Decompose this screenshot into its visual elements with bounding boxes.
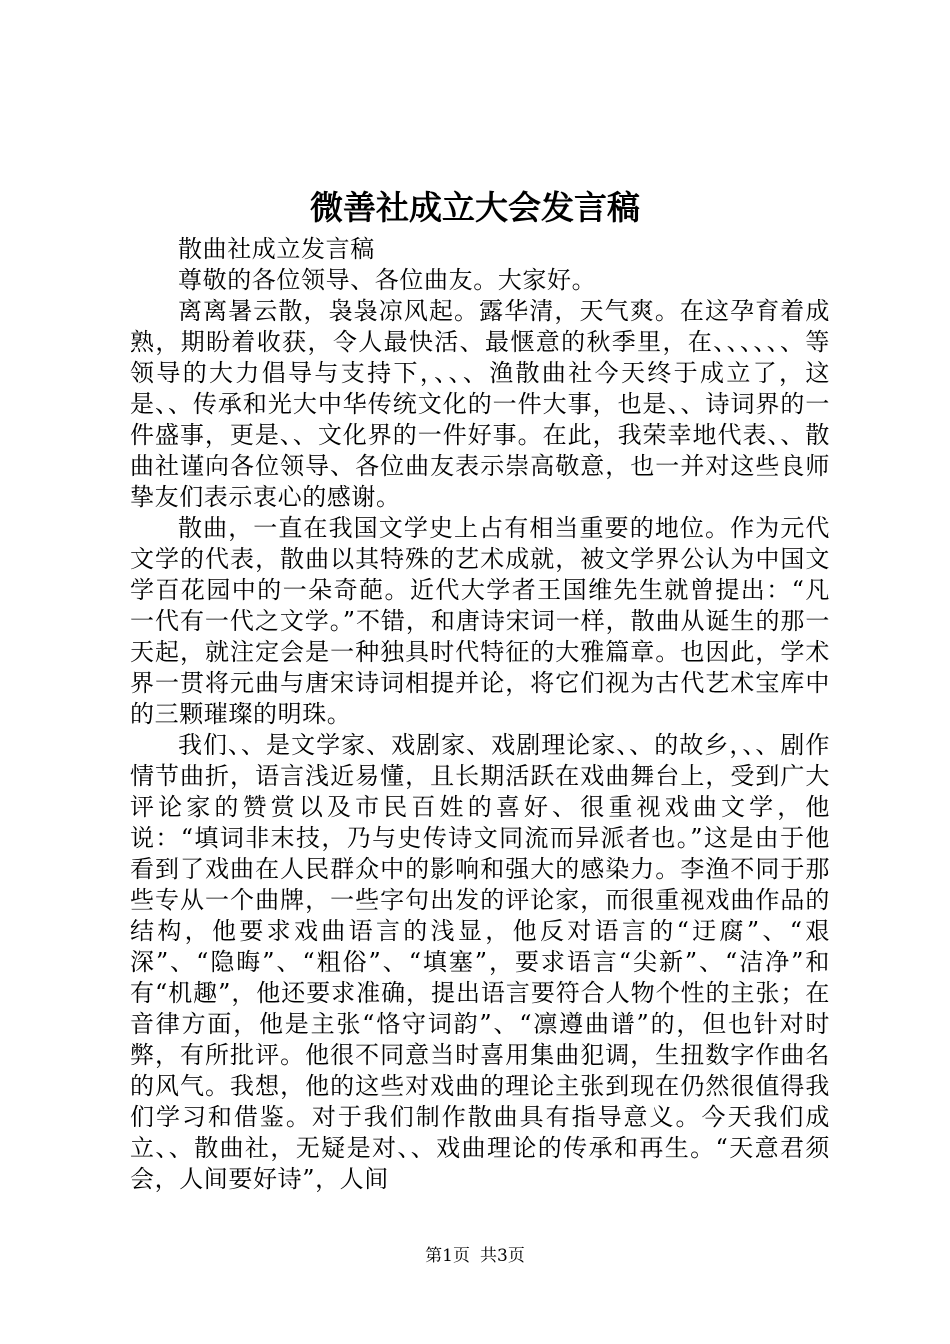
- document-body: [130, 234, 830, 1195]
- page-total: 共3页: [480, 1246, 525, 1266]
- paragraph-opening: 离离暑云散，袅袅凉风起。露华清，天气爽。在这孕育着成熟，期盼着收获，令人最快活、最惬意的秋季里，在、、、、、、等领导的大力倡导与支持下，、、、渔散曲社今天终于成立了，这是、、传承和光大中华传统文化的一件大事，也是、、诗词界的一件盛事，更是、、文化界的一件好事。在此，我荣幸地代表、、散曲社谨向各位领导、各位曲友表示崇高敬意，也一并对这些良师挚友们表示衷心的感谢。: [130, 297, 830, 511]
- page-footer: [0, 1244, 950, 1268]
- paragraph-subtitle: 散曲社成立发言稿: [178, 235, 375, 263]
- paragraph-greeting: 尊敬的各位领导、各位曲友。大家好。: [178, 266, 597, 294]
- page-number: 第1页: [425, 1246, 470, 1266]
- paragraph-sanqu-history: 散曲，一直在我国文学史上占有相当重要的地位。作为元代文学的代表，散曲以其特殊的艺术成就，被文学界公认为中国文学百花园中的一朵奇葩。近代大学者王国维先生就曾提出：“凡一代有一代之文学。”不错，和唐诗宋词一样，散曲从诞生的那一天起，就注定会是一种独具时代特征的大雅篇章。也因此，学术界一贯将元曲与唐宋诗词相提并论，将它们视为古代艺术宝库中的三颗璀璨的明珠。: [130, 514, 830, 728]
- paragraph-hometown: 我们、、是文学家、戏剧家、戏剧理论家、、的故乡，、、剧作情节曲折，语言浅近易懂，且长期活跃在戏曲舞台上，受到广大评论家的赞赏以及市民百姓的喜好、很重视戏曲文学，他说：“填词非末技，乃与史传诗文同流而异派者也。”这是由于他看到了戏曲在人民群众中的影响和强大的感染力。李渔不同于那些专从一个曲牌，一些字句出发的评论家，而很重视戏曲作品的结构，他要求戏曲语言的浅显，他反对语言的“迂腐”、“艰深”、“隐晦”、“粗俗”、“填塞”，要求语言“尖新”、“洁净”和有“机趣”，他还要求准确，提出语言要符合人物个性的主张；在音律方面，他是主张“恪守词韵”、“凛遵曲谱”的，但也针对时弊，有所批评。他很不同意当时喜用集曲犯调，生扭数字作曲名的风气。我想，他的这些对戏曲的理论主张到现在仍然很值得我们学习和借鉴。对于我们制作散曲具有指导意义。今天我们成立、、散曲社，无疑是对、、戏曲理论的传承和再生。“天意君须会，人间要好诗”，人间: [130, 731, 830, 1193]
- document-title: 微善社成立大会发言稿: [310, 188, 640, 227]
